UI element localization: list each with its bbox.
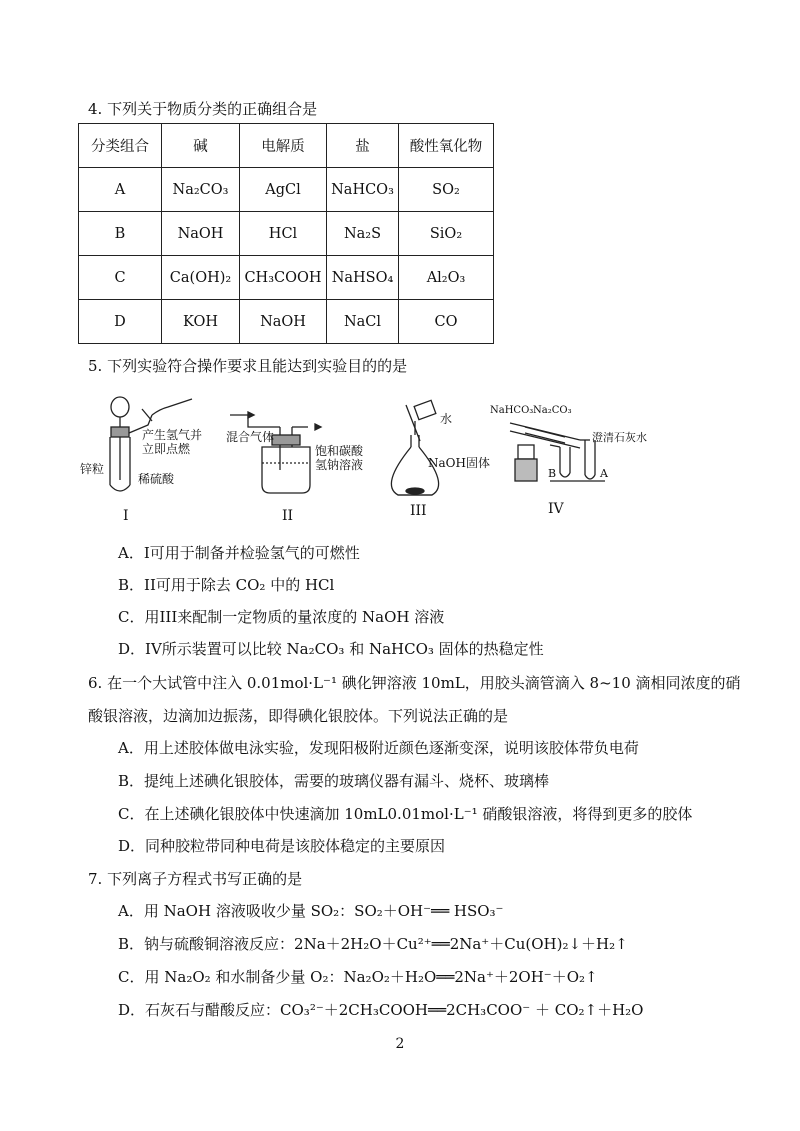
figure-iv-text-b: Na₂CO₃ [533, 405, 572, 416]
table-cell: Na₂CO₃ [162, 168, 240, 212]
figure-iii-text-b: NaOH固体 [428, 456, 490, 470]
figure-iv-text-a: NaHCO₃ [490, 405, 534, 416]
table-cell: Al₂O₃ [399, 256, 494, 300]
q6-option-c: C．在上述碘化银胶体中快速滴加 10mL0.01mol·L⁻¹ 硝酸银溶液，将得到更多的胶体 [118, 805, 693, 823]
table-row [79, 256, 494, 300]
table-cell: NaOH [162, 212, 240, 256]
question-6-stem-line2: 酸银溶液，边滴加边振荡，即得碘化银胶体。下列说法正确的是 [88, 707, 509, 725]
figure-ii-apparatus [230, 412, 321, 493]
figure-iv-label: IV [548, 501, 564, 517]
table-row [79, 168, 494, 212]
table-cell: SiO₂ [399, 212, 494, 256]
question-4-stem: 4. 下列关于物质分类的正确组合是 [88, 100, 318, 118]
table-header-cell: 分类组合 [79, 124, 162, 168]
table-cell: NaOH [240, 300, 327, 344]
table-cell: C [79, 256, 162, 300]
q6-option-d: D．同种胶粒带同种电荷是该胶体稳定的主要原因 [118, 837, 446, 855]
question-7-stem: 7. 下列离子方程式书写正确的是 [88, 870, 303, 888]
table-cell: SO₂ [399, 168, 494, 212]
table-header-cell: 电解质 [240, 124, 327, 168]
figure-i-text-d: 稀硫酸 [138, 472, 175, 486]
table-cell: CO [399, 300, 494, 344]
q7-option-a: A．用 NaOH 溶液吸收少量 SO₂：SO₂＋OH⁻══ HSO₃⁻ [118, 902, 504, 920]
table-cell: Ca(OH)₂ [162, 256, 240, 300]
figure-i-text-c: 锌粒 [80, 462, 105, 476]
figure-iv-text-d: B [548, 467, 557, 480]
table-cell: B [79, 212, 162, 256]
table-header-cell: 酸性氧化物 [399, 124, 494, 168]
table-cell: Na₂S [327, 212, 399, 256]
figure-i-text-a: 产生氢气并 [142, 428, 203, 442]
table-header-cell: 盐 [327, 124, 399, 168]
q6-option-a: A．用上述胶体做电泳实验，发现阳极附近颜色逐渐变深，说明该胶体带负电荷 [118, 739, 639, 757]
table-cell: NaHCO₃ [327, 168, 399, 212]
question-6-stem-line1: 6. 在一个大试管中注入 0.01mol·L⁻¹ 碘化钾溶液 10mL，用胶头滴管滴入 8~10 滴相同浓度的硝 [88, 674, 741, 692]
q5-option-b: B．II可用于除去 CO₂ 中的 HCl [118, 576, 335, 594]
page-number: 2 [395, 1036, 405, 1052]
q5-option-a: A．I可用于制备并检验氢气的可燃性 [118, 544, 360, 562]
figure-i-text-b: 立即点燃 [142, 442, 191, 456]
figure-iv-apparatus [510, 423, 605, 481]
q5-option-d: D．IV所示装置可以比较 Na₂CO₃ 和 NaHCO₃ 固体的热稳定性 [118, 640, 544, 658]
table-cell: A [79, 168, 162, 212]
apparatus-figures [80, 385, 720, 525]
q7-option-b: B．钠与硫酸铜溶液反应：2Na＋2H₂O＋Cu²⁺══2Na⁺＋Cu(OH)₂↓＋H₂↑ [118, 935, 628, 953]
table-cell: NaCl [327, 300, 399, 344]
q7-option-d: D．石灰石与醋酸反应：CO₃²⁻＋2CH₃COOH══2CH₃COO⁻ ＋ CO₂↑＋H₂O [118, 1001, 644, 1019]
figure-ii-text-b: 饱和碳酸 [315, 444, 364, 458]
table-cell: NaHSO₄ [327, 256, 399, 300]
table-cell: HCl [240, 212, 327, 256]
question-5-stem: 5. 下列实验符合操作要求且能达到实验目的的是 [88, 357, 408, 375]
table-row [79, 300, 494, 344]
figure-i-label: I [123, 508, 129, 524]
q7-option-c: C．用 Na₂O₂ 和水制备少量 O₂：Na₂O₂＋H₂O══2Na⁺＋2OH⁻＋O₂↑ [118, 968, 598, 986]
table-cell: AgCl [240, 168, 327, 212]
q6-option-b: B．提纯上述碘化银胶体，需要的玻璃仪器有漏斗、烧杯、玻璃棒 [118, 772, 550, 790]
classification-table [78, 123, 494, 344]
figure-ii-text-a: 混合气体 [226, 430, 275, 444]
figure-iii-text-a: 水 [440, 412, 453, 426]
table-cell: CH₃COOH [240, 256, 327, 300]
figure-iii-apparatus [391, 400, 438, 495]
table-cell: D [79, 300, 162, 344]
table-header-row [79, 124, 494, 168]
table-header-cell: 碱 [162, 124, 240, 168]
figure-iv-text-c: 澄清石灰水 [592, 431, 647, 444]
figure-ii-text-c: 氢钠溶液 [315, 458, 364, 472]
figure-iv-text-e: A [600, 467, 608, 480]
table-cell: KOH [162, 300, 240, 344]
figure-ii-label: II [282, 508, 294, 524]
q5-option-c: C．用III来配制一定物质的量浓度的 NaOH 溶液 [118, 608, 445, 626]
figure-iii-label: III [410, 503, 427, 519]
table-row [79, 212, 494, 256]
